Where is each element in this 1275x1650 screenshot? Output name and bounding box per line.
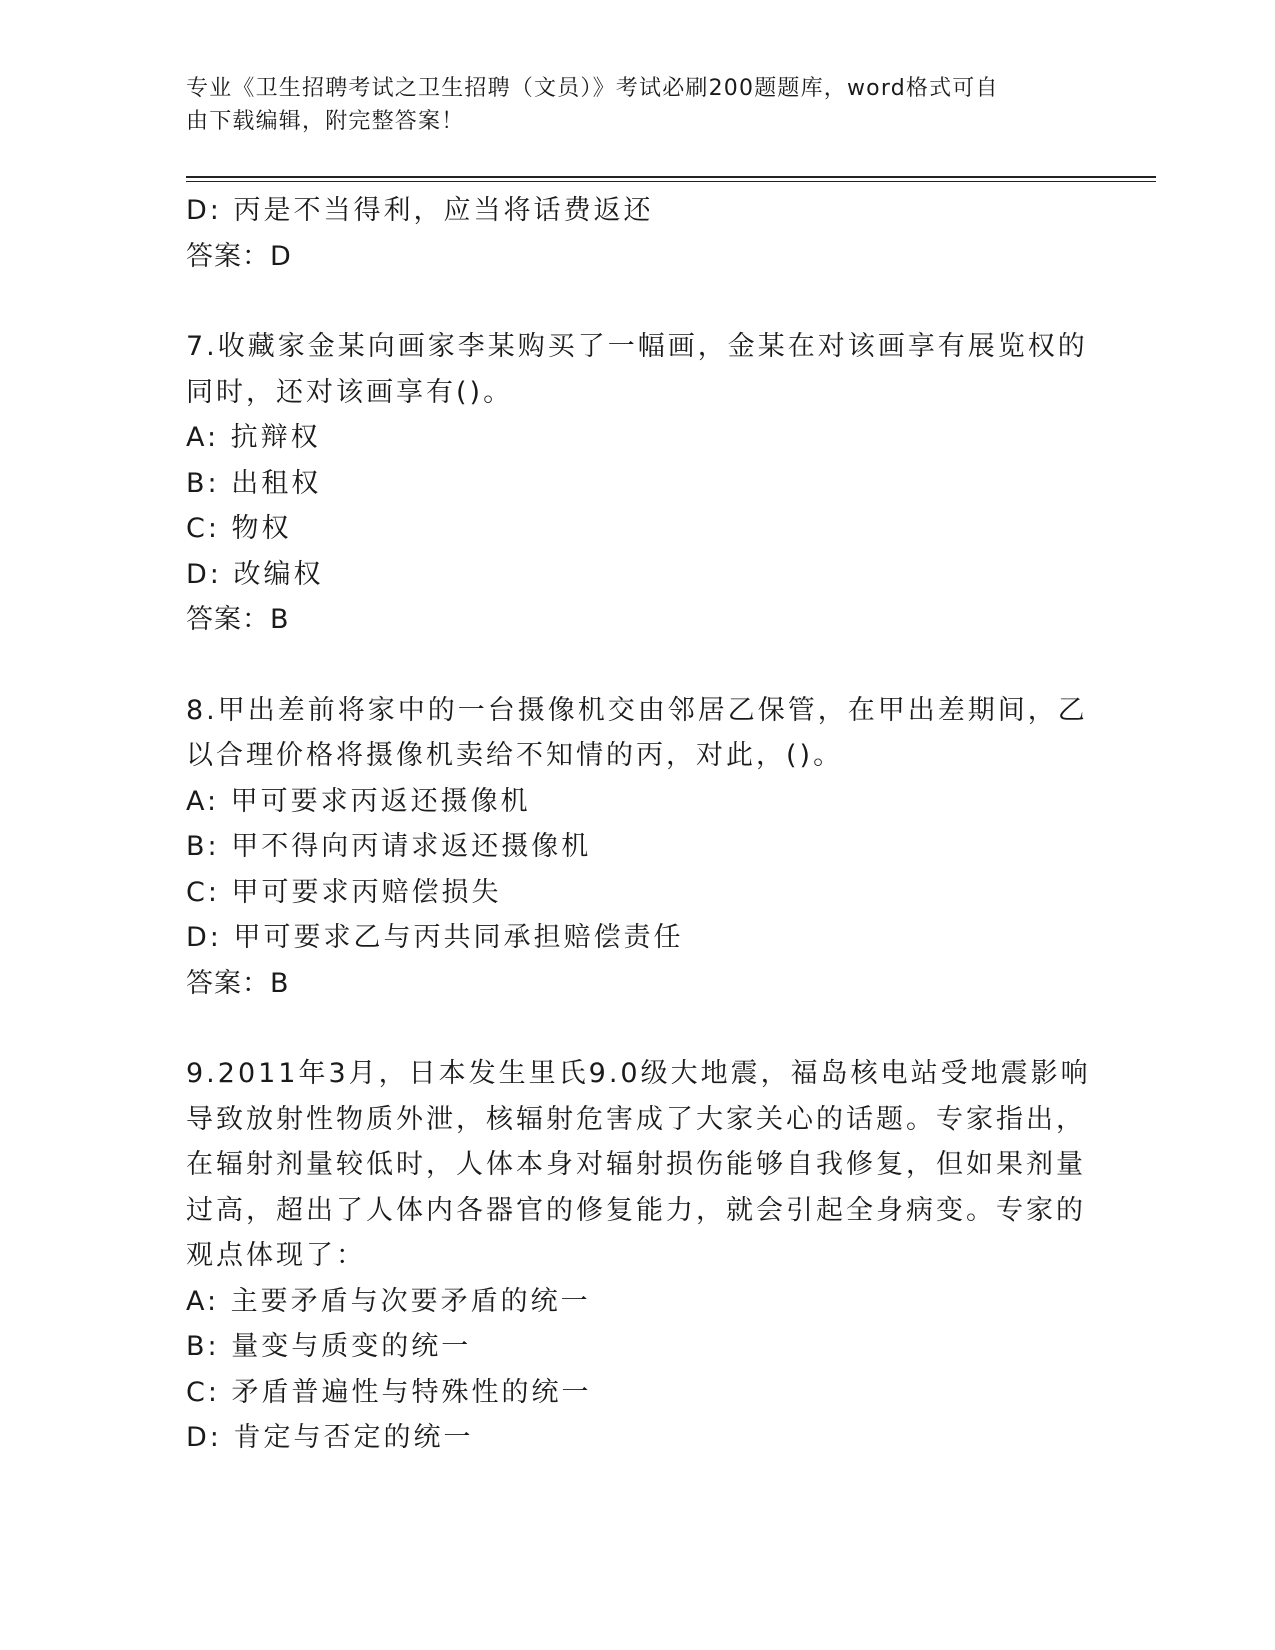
question-content [186, 188, 1091, 1461]
question-7 [186, 324, 1086, 643]
question-stem-line: 9.2011年3月，日本发生里氏9.0级大地震，福岛核电站受地震影响 [186, 1058, 1091, 1089]
header-line-2: 由下载编辑，附完整答案！ [186, 109, 465, 134]
question-stem-line: 8.甲出差前将家中的一台摄像机交由邻居乙保管，在甲出差期间，乙 [186, 694, 1088, 726]
question-8 [186, 688, 1086, 1007]
question-stem-line: 观点体现了： [186, 1240, 366, 1271]
option-c: C: 甲可要求丙赔偿损失 [186, 876, 502, 908]
option-a: A: 主要矛盾与次要矛盾的统一 [186, 1285, 591, 1317]
spacer [186, 279, 1086, 324]
question-stem-line: 过高，超出了人体内各器官的修复能力，就会引起全身病变。专家的 [186, 1194, 1086, 1226]
document-header [186, 72, 1066, 138]
spacer [186, 643, 1086, 688]
option-b: B: 甲不得向丙请求返还摄像机 [186, 831, 592, 862]
option-c: C: 物权 [186, 513, 292, 544]
option-a: A: 甲可要求丙返还摄像机 [186, 785, 531, 817]
question-stem-line: 同时，还对该画享有()。 [186, 376, 514, 408]
option-b: B: 出租权 [186, 467, 322, 499]
header-divider-thin [186, 181, 1156, 182]
question-stem-line: 导致放射性物质外泄，核辐射危害成了大家关心的话题。专家指出， [186, 1103, 1086, 1135]
answer: 答案：B [186, 967, 290, 999]
question-stem-line: 7.收藏家金某向画家李某购买了一幅画，金某在对该画享有展览权的 [186, 331, 1088, 362]
prev-answer: 答案：D [186, 240, 292, 272]
option-d: D: 改编权 [186, 558, 324, 590]
question-9 [186, 1051, 1091, 1461]
question-stem-line: 在辐射剂量较低时，人体本身对辐射损伤能够自我修复，但如果剂量 [186, 1149, 1086, 1180]
option-a: A: 抗辩权 [186, 422, 321, 453]
option-b: B: 量变与质变的统一 [186, 1331, 472, 1362]
prev-option-d: D: 丙是不当得利，应当将话费返还 [186, 195, 654, 226]
answer: 答案：B [186, 604, 290, 635]
option-d: D: 甲可要求乙与丙共同承担赔偿责任 [186, 922, 684, 953]
question-stem-line: 以合理价格将摄像机卖给不知情的丙，对此，()。 [186, 740, 844, 771]
spacer [186, 1006, 1086, 1051]
header-line-1: 专业《卫生招聘考试之卫生招聘（文员）》考试必刷200题题库，word格式可自 [186, 76, 999, 101]
option-c: C: 矛盾普遍性与特殊性的统一 [186, 1376, 592, 1408]
header-divider-thick [186, 176, 1156, 178]
option-d: D: 肯定与否定的统一 [186, 1422, 474, 1453]
